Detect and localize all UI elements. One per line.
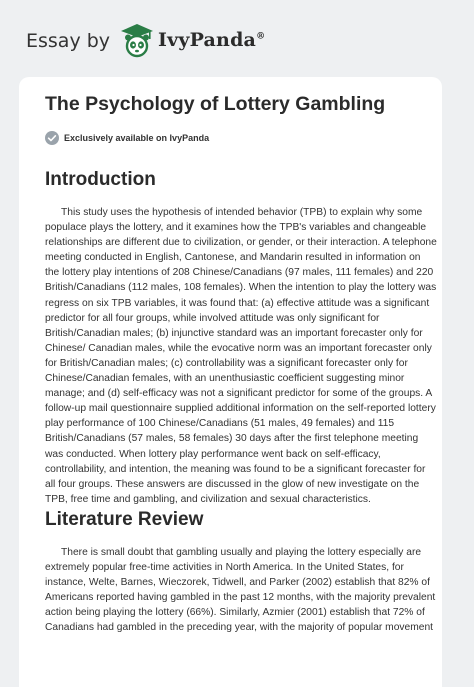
exclusive-badge — [45, 131, 209, 145]
page-title: The Psychology of Lottery Gambling — [45, 93, 386, 115]
exclusive-label: Exclusively available on IvyPanda — [64, 133, 210, 143]
literature-review-paragraph: There is small doubt that gambling usually and playing the lottery especially are extremely popular free-time activities in North America. In the United States, for instance, Welte, Barnes, Wieczorek, Tidwell, and Parker (2002) establish that 82% of Americans reported having gambled in the past 12 months, with the majority prevalent action being playing the lottery (66%). Similarly, Azmier (2001) establish that 72% of Canadians had gambled in the preceding year, with the majority of popular movement — [45, 547, 436, 634]
site-header — [0, 0, 474, 78]
section-heading-literature-review: Literature Review — [45, 509, 204, 530]
panda-graduate-logo-icon[interactable] — [119, 22, 155, 60]
brand-name[interactable]: IvyPanda® — [158, 29, 266, 51]
introduction-paragraph: This study uses the hypothesis of intended behavior (TPB) to explain why some populace plays the lottery, and it examines how the TPB's variables and changeable relationships are different due to civilization, or gender, or their interaction. A telephone meeting conducted in English, Cantonese, and Mandarin resulted in information on the lottery play intentions of 208 Chinese/Canadians (97 males, 111 females) and 220 British/Canadians (112 males, 108 females). When the intention to play the lottery was regress on six TPB variables, it was found that: (a) effective attitude was a significant predictor for all four groups, while involved attitude was only significant for British/Canadian males; (b) injunctive standard was an important forecaster only for Chinese/ Canadian males, while the evocative norm was an important forecaster only for British/Canadian males; (c) controllability was a significant forecaster only for Chinese/Canadian females, with an unenthusiastic coefficient suggesting minor manage; and (d) self-efficacy was not a significant predictor for some of the groups. A follow-up mail questionnaire supplied additional information on the self-reported lottery play performance of 100 Chinese/Canadians (51 males, 49 females) and 115 British/Canadians (57 males, 58 females) 30 days after the first telephone meeting was conducted. When lottery play performance went back on self-efficacy, controllability, and intention, the meaning was found to be a significant forecaster for all four groups. These answers are discussed in the glow of new investigate on the TPB, free time and gambling, and civilization and sexual characteristics. — [45, 207, 437, 505]
essay-by-label: Essay by — [26, 30, 111, 52]
section-heading-introduction: Introduction — [45, 169, 156, 190]
check-circle-icon — [45, 131, 59, 145]
